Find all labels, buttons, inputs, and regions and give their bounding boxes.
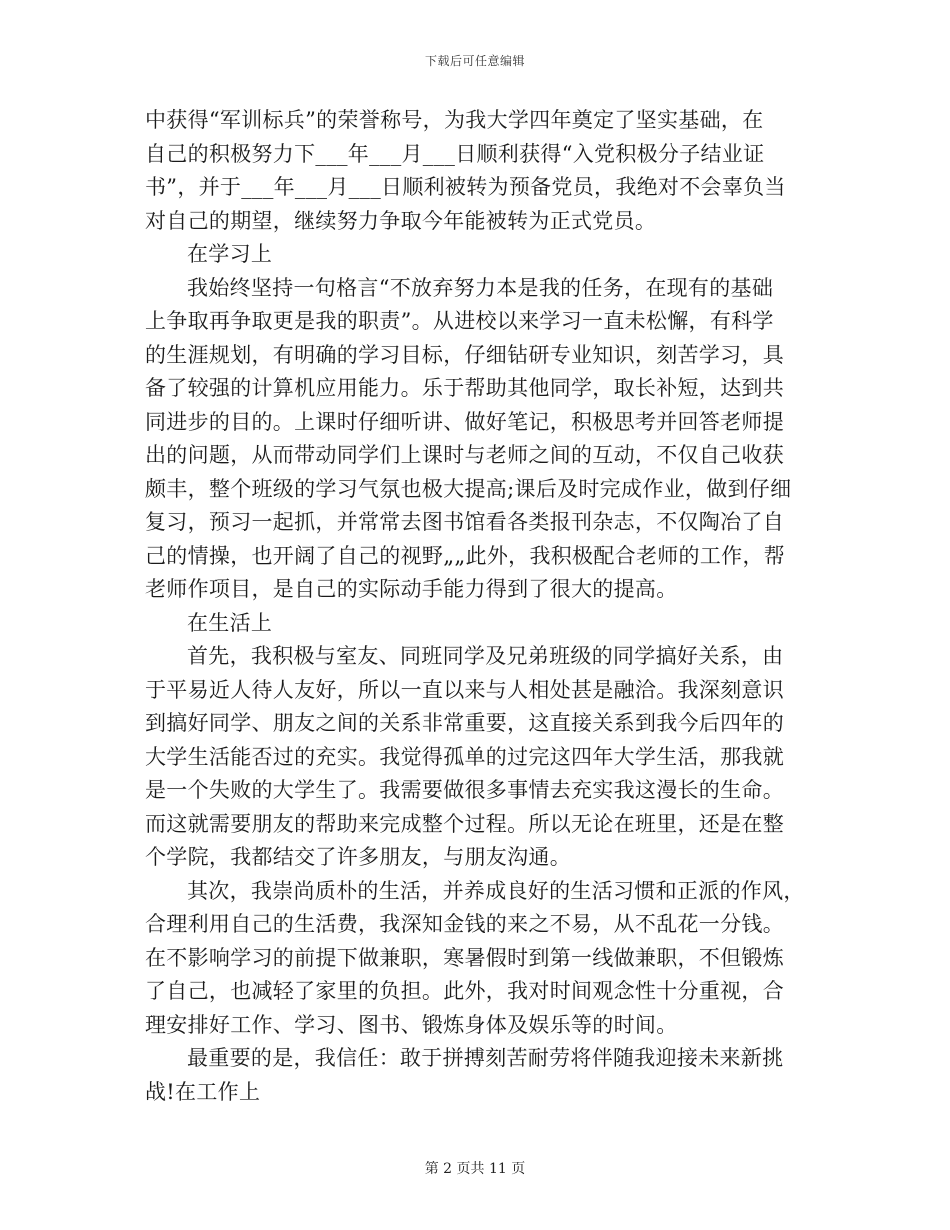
text-line: 于平易近人待人友好，所以一直以来与人相处甚是融洽。我深刻意识 <box>145 677 784 702</box>
text-line: 的生涯规划，有明确的学习目标，仔细钻研专业知识，刻苦学习，具 <box>145 342 784 367</box>
text-line: 而这就需要朋友的帮助来完成整个过程。所以无论在班里，还是在整 <box>145 811 784 836</box>
text-line: 上争取再争取更是我的职责”。从进校以来学习一直未松懈，有科学 <box>145 309 774 333</box>
text-line: 战!在工作上 <box>145 1079 261 1104</box>
text-line: 个学院，我都结交了许多朋友，与朋友沟通。 <box>145 845 571 869</box>
section-heading-study: 在学习上 <box>187 242 273 266</box>
text-line: 老师作项目，是自己的实际动手能力得到了很大的提高。 <box>145 577 678 601</box>
text-line: 大学生活能否过的充实。我觉得孤单的过完这四年大学生活，那我就 <box>145 744 784 769</box>
text-line: 合理利用自己的生活费，我深知金钱的来之不易，从不乱花一分钱。 <box>145 912 784 936</box>
text-line: 我始终坚持一句格言“不放弃努力本是我的任务，在现有的基础 <box>187 275 774 300</box>
text-line: 首先，我积极与室友、同班同学及兄弟班级的同学搞好关系，由 <box>187 644 784 668</box>
text-line: 备了较强的计算机应用能力。乐于帮助其他同学，取长补短，达到共 <box>145 376 784 400</box>
text-line: 复习，预习一起抓，并常常去图书馆看各类报刊杂志，不仅陶冶了自 <box>145 510 784 534</box>
text-line: 书”，并于___年___月___日顺利被转为预备党员，我绝对不会辜负当 <box>145 175 786 199</box>
text-line: 对自己的期望，继续努力争取今年能被转为正式党员。 <box>145 208 657 233</box>
text-line: 中获得“军训标兵”的荣誉称号，为我大学四年奠定了坚实基础，在 <box>145 108 764 132</box>
text-line: 在不影响学习的前提下做兼职，寒暑假时到第一线做兼职，不但锻炼 <box>145 945 784 970</box>
text-line: 同进步的目的。上课时仔细听讲、做好笔记，积极思考并回答老师提 <box>145 409 784 434</box>
page-header: 下载后可任意编辑 <box>424 54 525 68</box>
section-heading-life: 在生活上 <box>187 610 273 635</box>
text-line: 是一个失败的大学生了。我需要做很多事情去充实我这漫长的生命。 <box>145 778 784 802</box>
text-line: 最重要的是，我信任：敢于拼搏刻苦耐劳将伴随我迎接未来新挑 <box>187 1046 784 1070</box>
text-line: 了自己，也减轻了家里的负担。此外，我对时间观念性十分重视，合 <box>145 979 784 1003</box>
text-line: 其次，我崇尚质朴的生活，并养成良好的生活习惯和正派的作风， <box>187 878 805 903</box>
document-body <box>145 104 810 1109</box>
text-line: 颇丰，整个班级的学习气氛也极大提高;课后及时完成作业，做到仔细 <box>145 476 792 501</box>
text-line: 理安排好工作、学习、图书、锻炼身体及娱乐等的时间。 <box>145 1012 678 1037</box>
text-line: 自己的积极努力下___年___月___日顺利获得“入党积极分子结业证 <box>145 141 765 166</box>
text-line: 己的情操，也开阔了自己的视野„„此外，我积极配合老师的工作，帮 <box>145 543 786 568</box>
text-line: 到搞好同学、朋友之间的关系非常重要，这直接关系到我今后四年的 <box>145 711 784 735</box>
text-line: 出的问题，从而带动同学们上课时与老师之间的互动，不仅自己收获 <box>145 443 784 467</box>
page-number-footer: 第 2 页共 11 页 <box>424 1161 526 1177</box>
